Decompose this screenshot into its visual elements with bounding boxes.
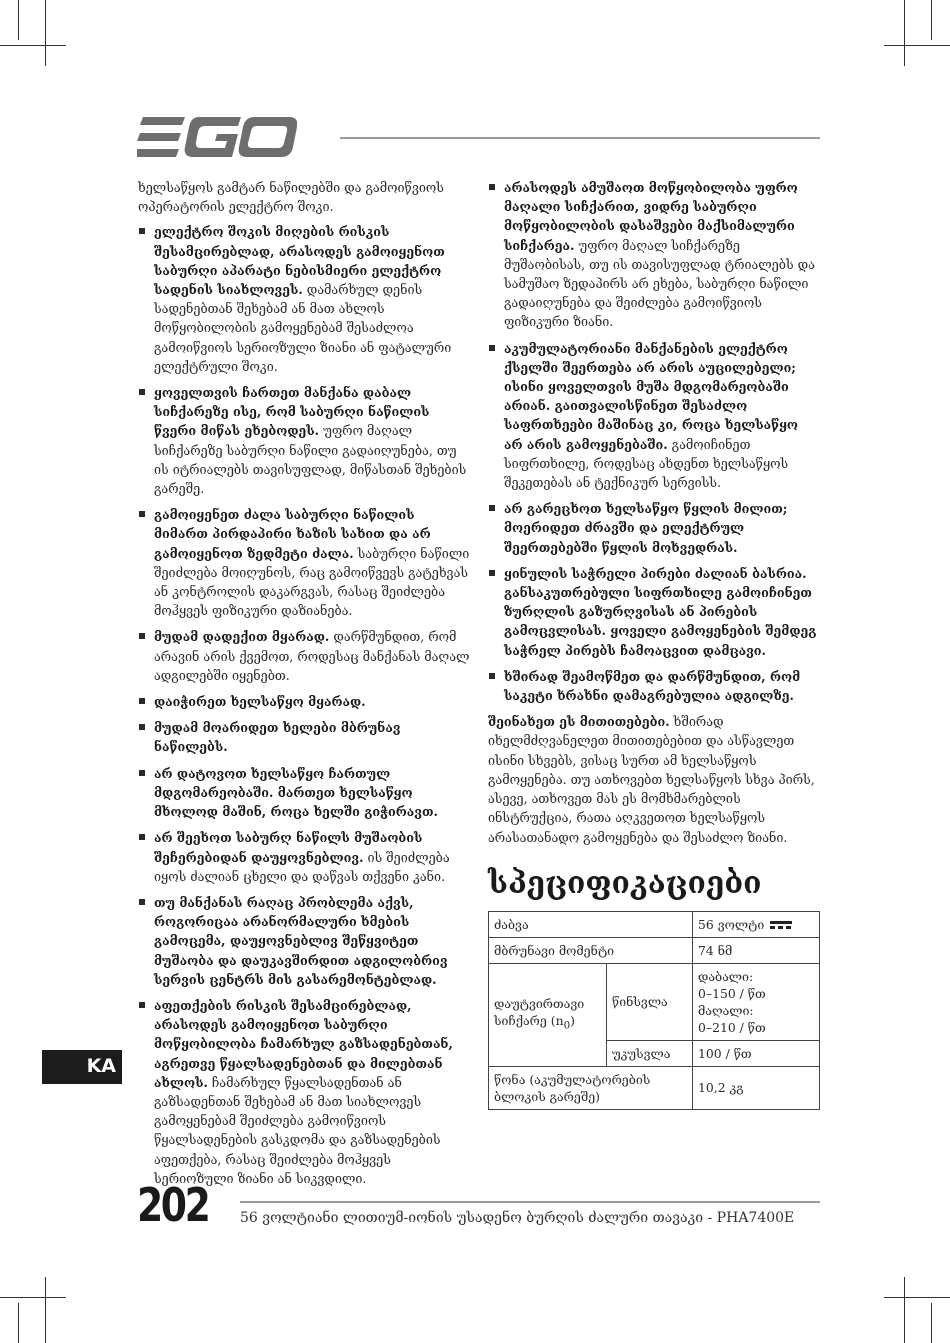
spec-label: წონა (აკუმულატორების ბლოკის გარეშე) <box>489 1066 693 1109</box>
list-item <box>488 339 820 493</box>
bullet-icon <box>139 389 145 395</box>
bullet-icon <box>489 345 495 351</box>
header-rule <box>340 137 820 139</box>
forward-high-label: მაღალი: <box>698 1002 754 1018</box>
footer-title: 56 ვოლტიანი ლითიუმ-იონის უსადენო ბურღის ძალური თავაკი - PHA7400E <box>240 1210 795 1226</box>
crop-mark <box>931 1303 932 1343</box>
list-item <box>138 222 470 376</box>
list-item <box>488 499 820 557</box>
speed-label-end: ) <box>570 1012 575 1028</box>
bullet-icon <box>489 505 495 511</box>
crop-mark <box>45 1277 46 1343</box>
spec-label <box>489 963 607 1066</box>
closing-bold: შეინახეთ ეს მითითებები. <box>488 714 670 730</box>
item-bold: მუდამ მოარიდეთ ხელები მბრუნავ ნაწილებს. <box>154 720 401 755</box>
crop-mark <box>0 45 66 46</box>
list-item <box>488 564 820 660</box>
ego-logo <box>137 113 297 161</box>
item-bold: არ შეეხოთ საბურღ ნაწილს მუშაობის შეჩერებიდან დაუყოვნებლივ. <box>154 830 423 865</box>
spec-value <box>693 963 820 1040</box>
language-tab: KA <box>42 1050 122 1084</box>
bullet-icon <box>139 770 145 776</box>
item-bold: აფეთქების რისკის შესამცირებლად, არასოდეს გამოიყენოთ საბურღი მოწყობილობა ჩამარხულ გაზსადენებთან, აგრეთვე წყალსადენებთან და მილებთან ახლოს. <box>154 997 453 1090</box>
bullet-icon <box>139 228 145 234</box>
bullet-icon <box>139 511 145 517</box>
crop-mark <box>45 0 46 66</box>
voltage-value: 56 ვოლტი <box>698 916 765 932</box>
item-text: უფრო მაღალ სიჩქარეზე მუშაობისას, თუ ის თავისუფლად ტრიალებს და სამუშაო ზედაპირს არ ეხება, საბურღი ნაწილი გადაიღუნება და შეიძლება გამოიწვიოს ფიზიკური ზიანი. <box>504 237 815 330</box>
speed-subscript: 0 <box>563 1019 571 1032</box>
list-item <box>138 718 470 756</box>
speed-label: დაუტვირთავი სიჩქარე (n <box>494 995 585 1028</box>
forward-high-value: 0–210 / წთ <box>698 1019 766 1035</box>
bullet-icon <box>139 834 145 840</box>
item-bold: ელექტრო შოკის მიღების რისკის შესამცირებლად, არასოდეს გამოიყენოთ საბურღი აპარატი ნებისმიერი ელექტრო სადენის სიახლოვეს. <box>154 224 445 298</box>
intro-paragraph: ხელსაწყოს გამტარ ნაწილებში და გამოიწვიოს ოპერატორის ელექტრო შოკი. <box>138 180 444 215</box>
crop-mark <box>931 0 932 40</box>
specifications-table <box>488 911 820 1110</box>
list-item <box>138 692 470 711</box>
bullet-icon <box>139 633 145 639</box>
item-bold: ხშირად შეამოწმეთ და დარწმუნდით, რომ საკეტი ხრახნი დამაგრებულია ადგილზე. <box>504 668 801 704</box>
spec-label: ძაბვა <box>489 911 693 937</box>
bullet-icon <box>139 1002 145 1008</box>
table-row <box>489 963 820 1040</box>
item-text: ჩამარხულ წყალსადენთან ან გაზსადენთან შეხებამ ან მათ სიახლოვეს გამოყენებამ შეიძლება გამოიწვიოს წყალსადენების გასკდომა და გაზსადენების აფეთქება, რასაც შეიძლება მოჰყვეს სერიოზული ზიანი ან სიკვდილი. <box>154 1074 441 1186</box>
list-item <box>138 893 470 989</box>
item-bold: დაიჭირეთ ხელსაწყო მყარად. <box>154 694 366 710</box>
list-item <box>138 505 470 620</box>
left-column <box>138 178 470 1195</box>
spec-value: 74 ნმ <box>693 937 820 963</box>
spec-value: 100 / წთ <box>693 1040 820 1066</box>
list-item <box>138 627 470 685</box>
table-row <box>489 937 820 963</box>
item-bold: არასოდეს ამუშაოთ მოწყობილობა უფრო მაღალი სიჩქარით, ვიდრე საბურღი მოწყობილობის დასაშვები მაქსიმალური სიჩქარეა. <box>504 180 798 253</box>
crop-mark <box>18 1303 19 1343</box>
dc-current-icon <box>770 920 792 930</box>
table-row <box>489 911 820 937</box>
item-bold: თუ მანქანას რაღაც პრობლემა აქვს, როგორიცაა არანორმალური ხმების გამოცემა, დაუყოვნებლივ შეწყვიტეთ მუშაობა და დაუკავშირდით ადგილობრივ სერვის ცენტრს მის გასარემონტებლად. <box>154 894 448 987</box>
list-item <box>138 383 470 498</box>
bullet-icon <box>489 184 495 190</box>
item-bold: ყინულის საჭრელი პირები ძალიან ბასრია. განსაკუთრებული სიფრთხილე გამოიჩინეთ ზურღლის გაზურღვისას ან პირების გამოცვლისას. ყოველი გამოყენების შემდეგ საჭრელ პირებს ჩამოაცვით დამცავი. <box>504 565 817 658</box>
item-bold: გამოიყენეთ ძალა საბურღი ნაწილის მიმართ პირდაპირი ხაზის სახით და არ გამოიყენოთ ზედმეტი ძალა. <box>154 507 431 561</box>
bullet-icon <box>489 570 495 576</box>
spec-value: 10,2 კგ <box>693 1066 820 1109</box>
item-text: გამოიჩინეთ სიფრთხილე, როდესაც ახდენთ ხელსაწყოს შეკეთებას ან ტექნიკურ სერვისს. <box>504 436 789 491</box>
spec-sublabel: წინსვლა <box>607 963 693 1040</box>
specifications-heading: სპეციფიკაციები <box>488 865 762 901</box>
closing-paragraph <box>488 712 820 846</box>
forward-low-value: 0–150 / წთ <box>698 985 766 1001</box>
spec-label: მბრუნავი მომენტი <box>489 937 693 963</box>
list-item <box>138 828 470 886</box>
item-text: დარწმუნდით, რომ არავინ არის ქვემოთ, როდესაც მანქანას მაღალ ადგილებში იყენებთ. <box>154 629 470 683</box>
bullet-icon <box>139 698 145 704</box>
item-bold: ყოველთვის ჩართეთ მანქანა დაბალ სიჩქარეზე ისე, რომ საბურღი ნაწილის წვერი მიწას ეხებოდეს. <box>154 385 430 439</box>
crop-mark <box>904 1277 905 1343</box>
list-item <box>488 178 820 332</box>
right-column <box>488 178 820 1110</box>
crop-mark <box>884 45 950 46</box>
forward-low-label: დაბალი: <box>698 968 754 984</box>
spec-sublabel: უკუსვლა <box>607 1040 693 1066</box>
item-text: უფრო მაღალ სიჩქარეზე საბურღი ნაწილი გადაიღუნება, თუ ის იტრიალებს თავისუფლად, მიწასთან შეხების გარეშე. <box>154 423 467 497</box>
spec-value <box>693 911 820 937</box>
bullet-icon <box>139 899 145 905</box>
item-bold: აკუმულატორიანი მანქანების ელექტრო ქსელში შეერთება არ არის აუცილებელი; ისინი ყოველთვის მუშა მდგომარეობაში არიან. გაითვალისწინეთ შესაძლო საფრთხეები მაშინაც კი, როცა ხელსაწყო არ არის გამოყენებაში. <box>504 340 799 452</box>
bullet-icon <box>489 673 495 679</box>
item-bold: არ დატოვოთ ხელსაწყო ჩართულ მდგომარეობაში. მართეთ ხელსაწყო მხოლოდ მაშინ, როცა ხელში გიჭირავთ. <box>154 765 438 820</box>
item-text: ის შეიძლება იყოს ძალიან ცხელი და დაწვას თქვენი კანი. <box>154 849 450 884</box>
item-text: საბურღი ნაწილი შეიძლება მოიღუნოს, რაც გამოიწვევს გატეხვას ან კონტროლის დაკარგვას, რასაც შეიძლება მოჰყვეს ფიზიკური დაზიანება. <box>154 545 470 619</box>
crop-mark <box>904 0 905 66</box>
crop-mark <box>0 1297 66 1298</box>
page-number: 202 <box>137 1178 209 1232</box>
item-text: დამარხულ დენის სადენებთან შეხებამ ან მათ ახლოს მოწყობილობის გამოყენებამ შესაძლოა გამოიწვიოს სერიოზული ზიანი ან ფატალური ელექტრული შოკი. <box>154 282 452 374</box>
item-bold: მუდამ დადექით მყარად. <box>154 629 330 645</box>
crop-mark <box>18 0 19 40</box>
bullet-icon <box>139 724 145 730</box>
item-bold: არ გარეცხოთ ხელსაწყო წყლის მილით; მოერიდეთ ძრავში და ელექტრულ შეერთებებში წყლის მოხვედრას. <box>504 501 788 555</box>
list-item <box>138 996 470 1188</box>
list-item <box>488 667 820 705</box>
table-row <box>489 1066 820 1109</box>
crop-mark <box>884 1297 950 1298</box>
footer-rule <box>240 1201 820 1203</box>
closing-text: ხშირად იხელმძღვანელეთ მითითებებით და ასწავლეთ ისინი სხვებს, ვისაც სურთ ამ ხელსაწყოს გამოყენება. თუ ათხოვებთ ხელსაწყოს სხვა პირს, ასევე, ათხოვეთ მას ეს მომხმარებლის ინსტრუქცია, რათა აღკვეთოთ ხელსაწყოს არასათანადო გამოყენება და შესაძლო ზიანი. <box>488 714 815 845</box>
list-item <box>138 764 470 822</box>
